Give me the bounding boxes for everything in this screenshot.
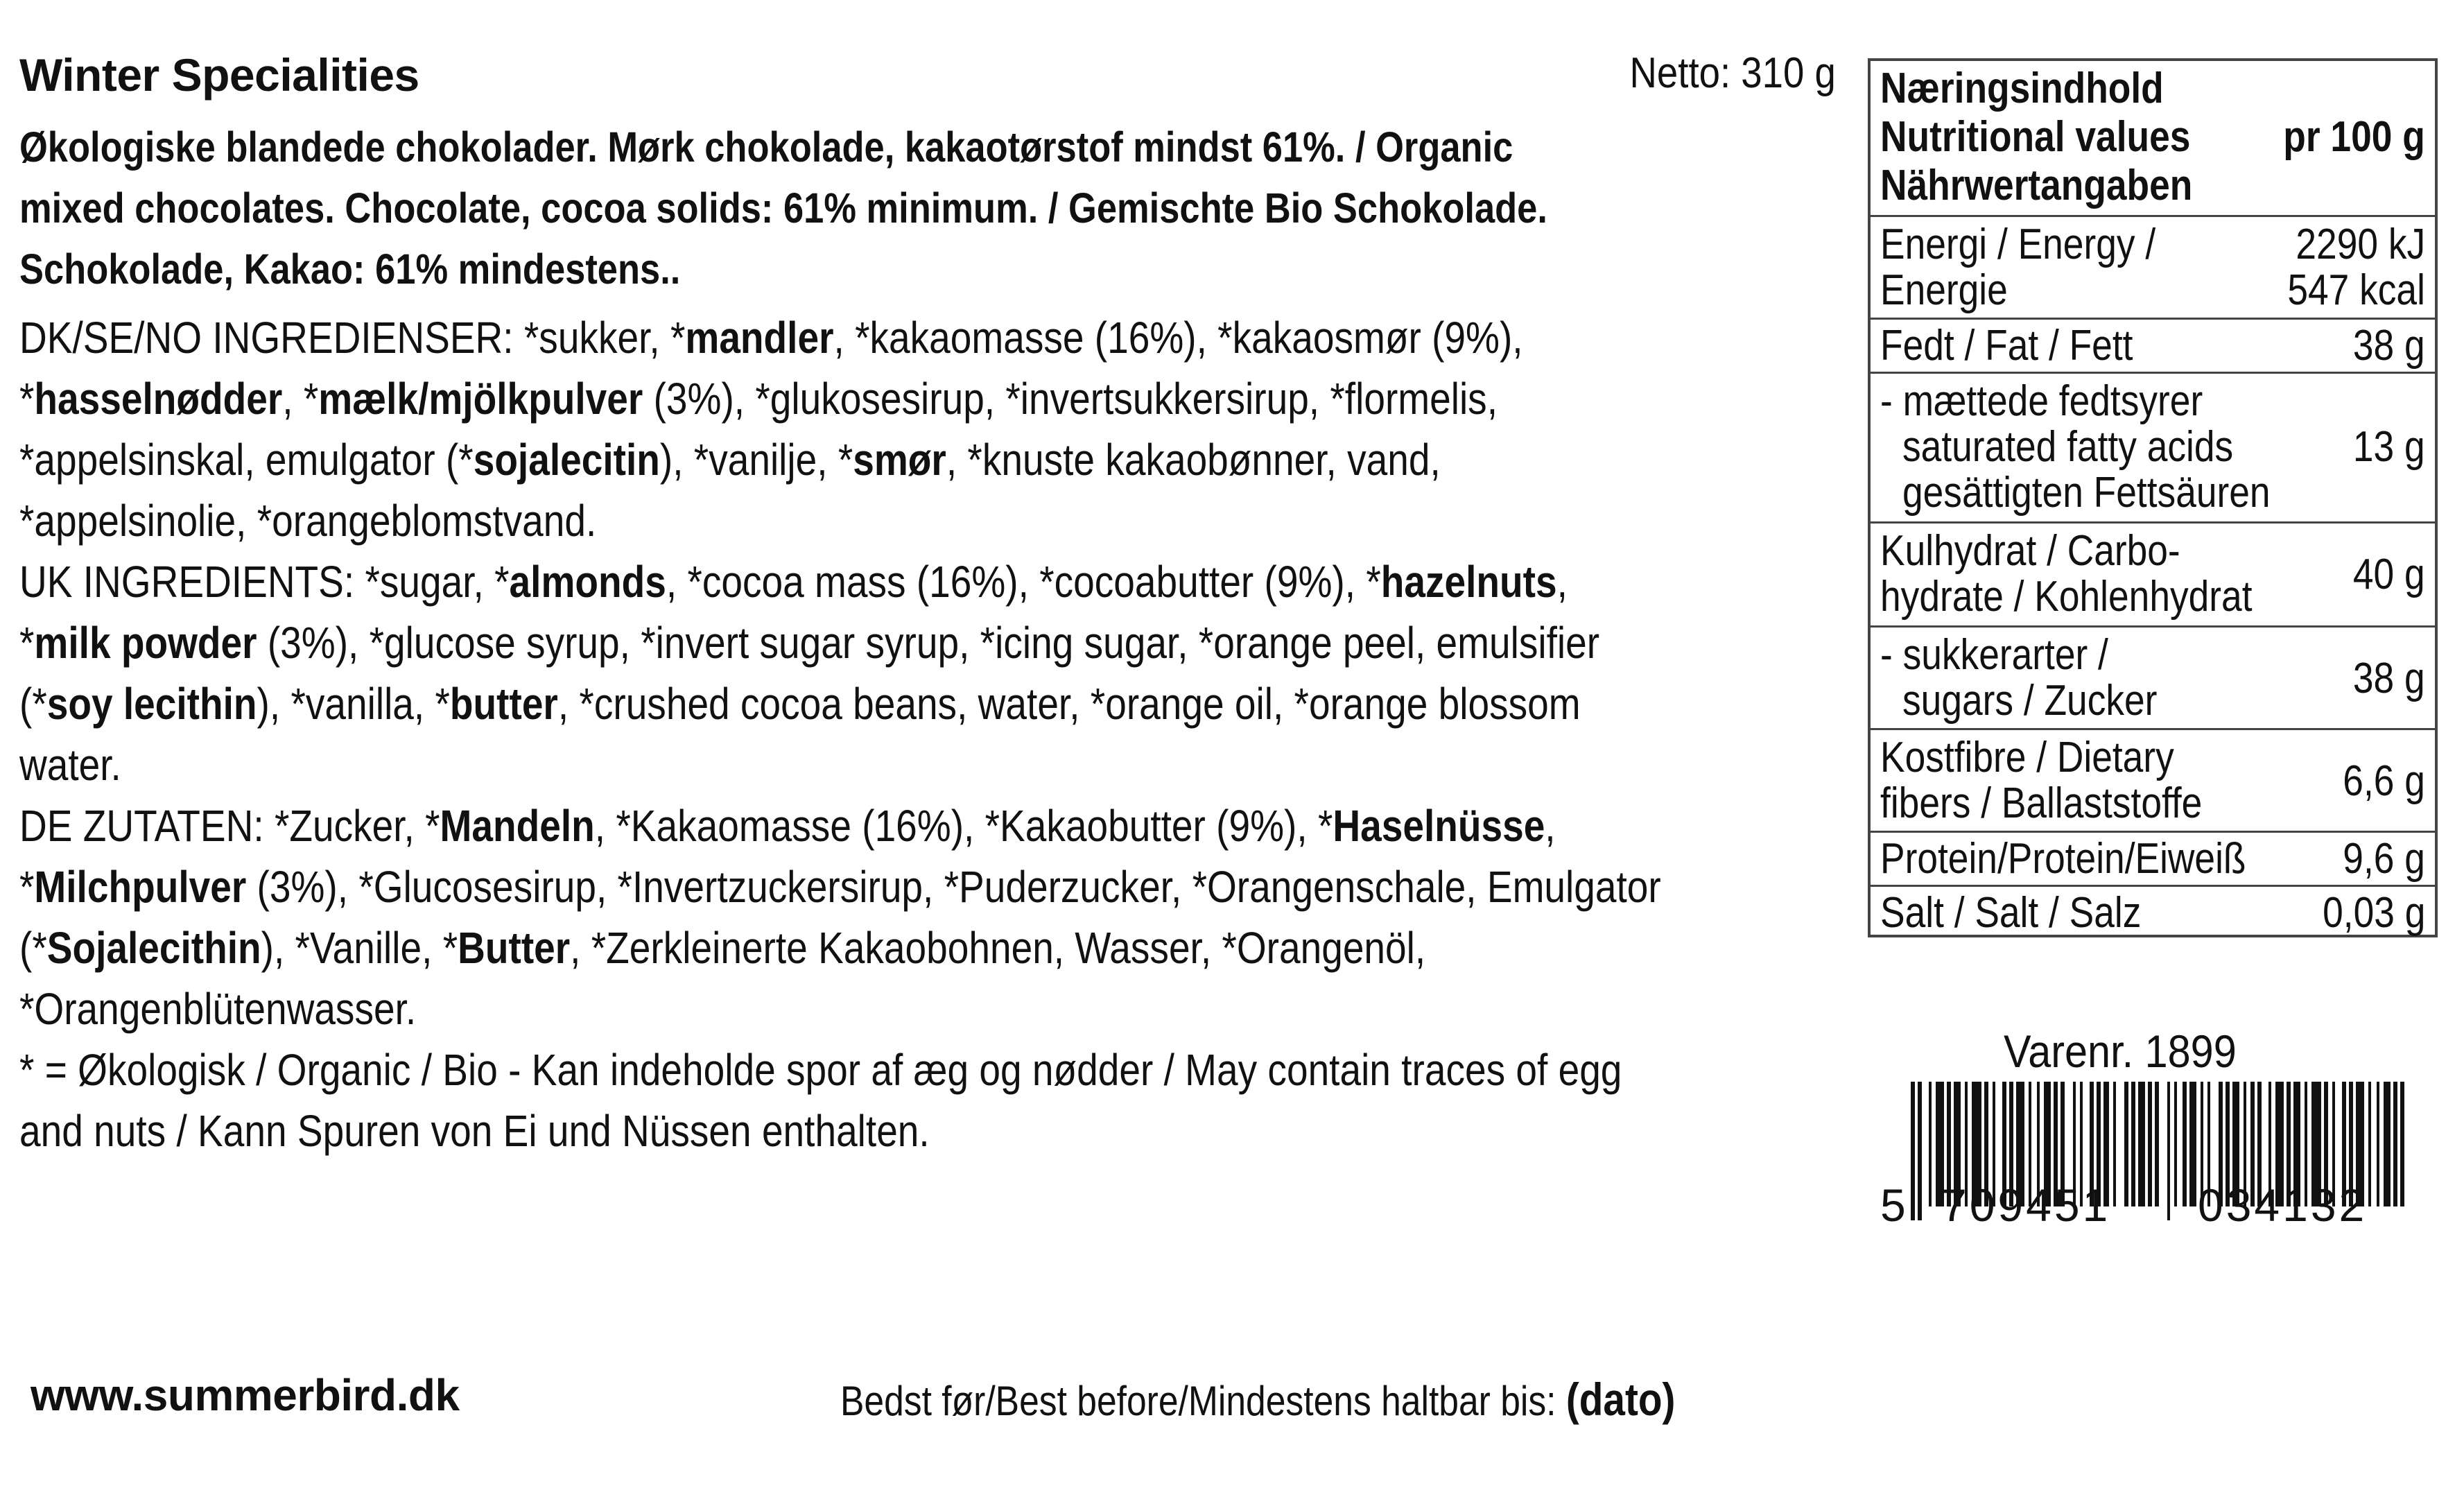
allergen: mælk/mjölkpulver [318,374,643,424]
description-line: Økologiske blandede chokolader. Mørk chokolade, kakaotørstof mindst 61%. / Organic [19,123,1513,171]
best-before [840,1373,1675,1426]
description-line: mixed chocolates. Chocolate, cocoa solids: 61% minimum. / Gemischte Bio Schokolade. [19,184,1547,232]
allergen: smør [853,435,946,485]
nutrition-row-protein: Protein/Protein/Eiweiß 9,6 g [1871,831,2435,885]
allergen: mandler [685,313,834,363]
nutrition-row-salt: Salt / Salt / Salz 0,03 g [1871,885,2435,937]
allergen: hasselnødder [34,374,283,424]
energy-kcal: 547 kcal [2287,266,2425,314]
ingredients-dk-line: *appelsinskal, emulgator (*sojalecitin), *vanilje, *smør, *knuste kakaobønner, vand, [19,435,1441,485]
ingredients-dk-line: *appelsinolie, *orangeblomstvand. [19,496,597,546]
ingredients-de-line: DE ZUTATEN: *Zucker, *Mandeln, *Kakaomasse (16%), *Kakaobutter (9%), *Haselnüsse, [19,801,1556,851]
ingredients-de-line: *Orangenblütenwasser. [19,984,417,1034]
nutrition-header-label: Nutritional values [1880,113,2191,161]
ingredients-uk-line: (*soy lecithin), *vanilla, *butter, *crushed cocoa beans, water, *orange oil, *orange blossom [19,679,1581,729]
description-line: Schokolade, Kakao: 61% mindestens.. [19,245,681,293]
ingredients-dk-line: *hasselnødder, *mælk/mjölkpulver (3%), *glukosesirup, *invertsukkersirup, *flormelis, [19,374,1498,424]
ingredients-uk-line: *milk powder (3%), *glucose syrup, *invert sugar syrup, *icing sugar, *orange peel, emulsifier [19,618,1600,668]
nutrition-header-row [1871,61,2435,215]
nutrition-row-fat: Fedt / Fat / Fett 38 g [1871,318,2435,372]
title-row [19,49,1836,104]
nutrition-row-fibre: Kostfibre / Dietary fibers / Ballaststoffe 6,6 g [1871,728,2435,831]
best-before-label: Bedst før/Best before/Mindestens haltbar bis: [840,1378,1566,1424]
ingredients-uk-line: UK INGREDIENTS: *sugar, *almonds, *cocoa mass (16%), *cocoabutter (9%), *hazelnuts, [19,557,1568,607]
nutrition-row-energy: Energi / Energy / Energie 2290 kJ 547 kcal [1871,215,2435,318]
nutrition-header-label: Nährwertangaben [1880,162,2193,209]
product-title: Winter Specialities [19,49,419,101]
allergen: almonds [509,557,666,607]
barcode-digits [1880,1179,2435,1241]
nutrition-row-saturated: - mættede fedtsyrer saturated fatty acids gesättigten Fettsäuren 13 g [1871,372,2435,521]
nutrition-table [1868,58,2438,937]
ingredients-dk-line: DK/SE/NO INGREDIENSER: *sukker, *mandler, *kakaomasse (16%), *kakaosmør (9%), [19,313,1523,363]
organic-note-line: and nuts / Kann Spuren von Ei und Nüssen enthalten. [19,1106,930,1156]
allergen: Milchpulver [34,862,247,912]
net-weight: Netto: 310 g [1629,49,1836,97]
nutrition-row-carbs: Kulhydrat / Carbo- hydrate / Kohlenhydrat 40 g [1871,521,2435,625]
barcode-digit-group: 5 [1880,1179,1906,1231]
product-description [19,116,1836,300]
ingredients-block [19,307,1864,1161]
barcode-digit-group: 709451 [1941,1179,2111,1231]
allergen: hazelnuts [1380,557,1557,607]
allergen: Mandeln [440,801,595,851]
allergen: sojalecitin [473,435,660,485]
allergen: Haselnüsse [1333,801,1545,851]
ingredients-uk-line: water. [19,740,121,790]
website-link[interactable]: www.summerbird.dk [31,1370,460,1420]
barcode-digit-group: 034132 [2198,1179,2368,1231]
best-before-date: (dato) [1565,1374,1676,1425]
nutrition-row-sugars: - sukkerarter / sugars / Zucker 38 g [1871,625,2435,728]
item-number: Varenr. 1899 [2004,1026,2237,1077]
allergen: Butter [458,923,571,973]
allergen: Sojalecithin [46,923,261,973]
nutrition-per-100g: pr 100 g [2283,113,2425,161]
nutrition-header-label: Næringsindhold [1880,64,2164,112]
ingredients-de-line: (*Sojalecithin), *Vanille, *Butter, *Zerkleinerte Kakaobohnen, Wasser, *Orangenöl, [19,923,1426,973]
energy-kj: 2290 kJ [2296,220,2425,268]
allergen: milk powder [34,618,257,668]
allergen: soy lecithin [46,679,257,729]
organic-note-line: * = Økologisk / Organic / Bio - Kan indeholde spor af æg og nødder / May contain traces of egg [19,1045,1622,1095]
ingredients-de-line: *Milchpulver (3%), *Glucosesirup, *Invertzuckersirup, *Puderzucker, *Orangenschale, Emulgator [19,862,1661,912]
allergen: butter [449,679,558,729]
